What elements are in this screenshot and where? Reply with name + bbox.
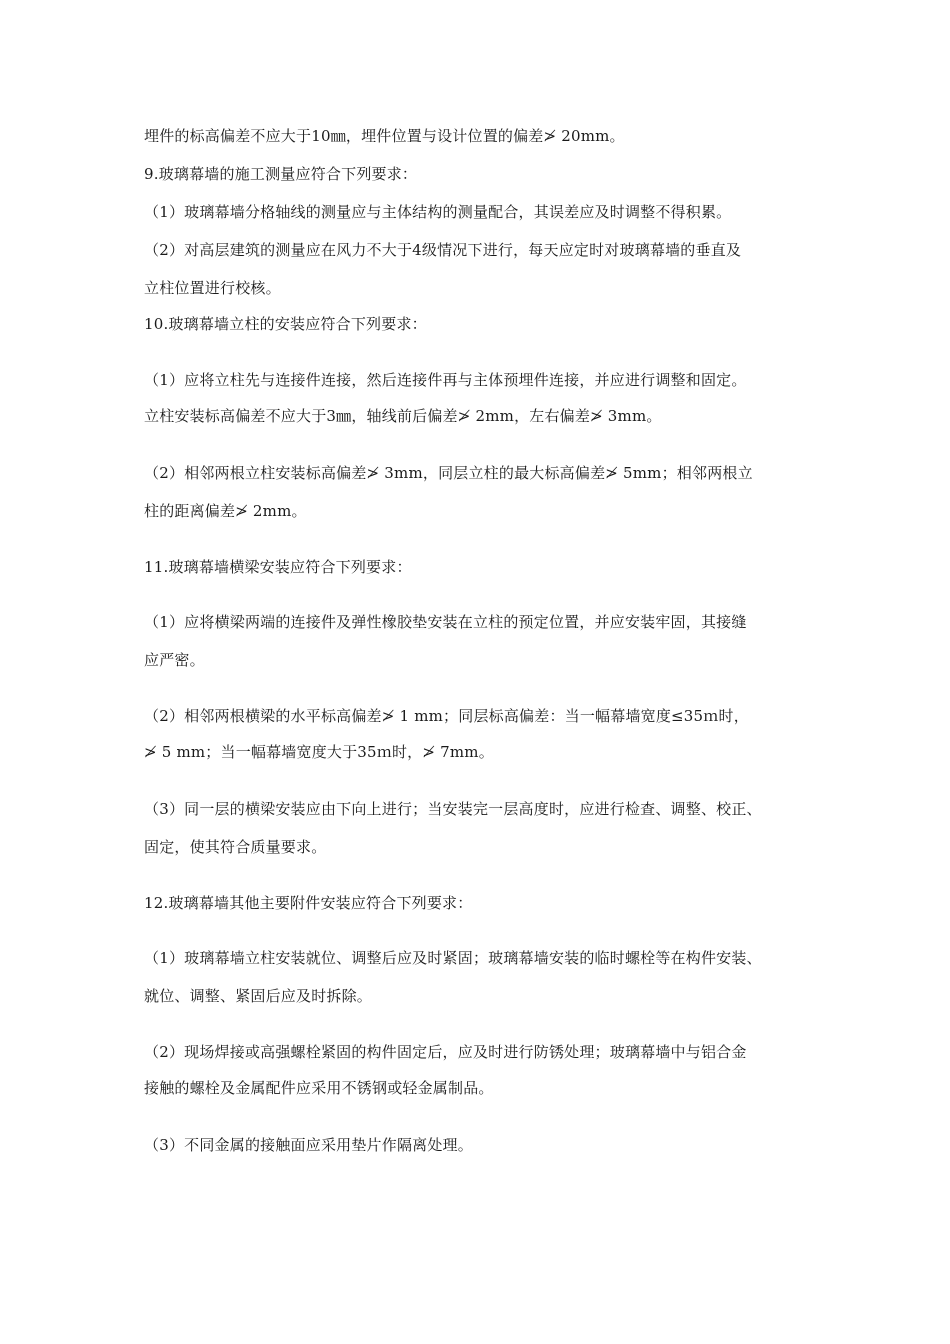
text-line: ≯ 5 mm；当一幅幕墙宽度大于35ｍ时，≯ 7mm。 bbox=[144, 743, 494, 761]
text-line: （1）应将横梁两端的连接件及弹性橡胶垫安装在立柱的预定位置，并应安装牢固，其接缝 bbox=[144, 613, 747, 631]
text-line: （2）相邻两根横梁的水平标高偏差≯ 1 mm；同层标高偏差：当一幅幕墙宽度≤35ｍ时， bbox=[144, 707, 749, 725]
text-line: 柱的距离偏差≯ 2mm。 bbox=[144, 502, 307, 520]
text-line: 埋件的标高偏差不应大于10㎜，埋件位置与设计位置的偏差≯ 20mm。 bbox=[144, 127, 625, 145]
text-line: 固定，使其符合质量要求。 bbox=[144, 838, 327, 856]
section-heading-12: 12.玻璃幕墙其他主要附件安装应符合下列要求： bbox=[144, 894, 473, 912]
text-line: 就位、调整、紧固后应及时拆除。 bbox=[144, 987, 373, 1005]
text-line: （1）应将立柱先与连接件连接，然后连接件再与主体预埋件连接，并应进行调整和固定。 bbox=[144, 371, 747, 389]
text-line: （3）不同金属的接触面应采用垫片作隔离处理。 bbox=[144, 1136, 473, 1154]
text-line: （2）相邻两根立柱安装标高偏差≯ 3mm，同层立柱的最大标高偏差≯ 5mm；相邻两根立 bbox=[144, 464, 753, 482]
section-heading-10: 10.玻璃幕墙立柱的安装应符合下列要求： bbox=[144, 315, 427, 333]
text-line: （2）现场焊接或高强螺栓紧固的构件固定后，应及时进行防锈处理；玻璃幕墙中与铝合金 bbox=[144, 1043, 747, 1061]
text-line: 立柱安装标高偏差不应大于3㎜，轴线前后偏差≯ 2mm，左右偏差≯ 3mm。 bbox=[144, 407, 662, 425]
text-line: 立柱位置进行校核。 bbox=[144, 279, 281, 297]
text-line: 应严密。 bbox=[144, 651, 205, 669]
section-heading-9: 9.玻璃幕墙的施工测量应符合下列要求： bbox=[144, 165, 418, 183]
text-line: （1）玻璃幕墙分格轴线的测量应与主体结构的测量配合，其误差应及时调整不得积累。 bbox=[144, 203, 732, 221]
text-line: 接触的螺栓及金属配件应采用不锈钢或轻金属制品。 bbox=[144, 1079, 494, 1097]
text-line: （2）对高层建筑的测量应在风力不大于4级情况下进行，每天应定时对玻璃幕墙的垂直及 bbox=[144, 241, 742, 259]
text-line: （3）同一层的横梁安装应由下向上进行；当安装完一层高度时，应进行检查、调整、校正、 bbox=[144, 800, 762, 818]
text-line: （1）玻璃幕墙立柱安装就位、调整后应及时紧固；玻璃幕墙安装的临时螺栓等在构件安装、 bbox=[144, 949, 762, 967]
section-heading-11: 11.玻璃幕墙横梁安装应符合下列要求： bbox=[144, 558, 412, 576]
